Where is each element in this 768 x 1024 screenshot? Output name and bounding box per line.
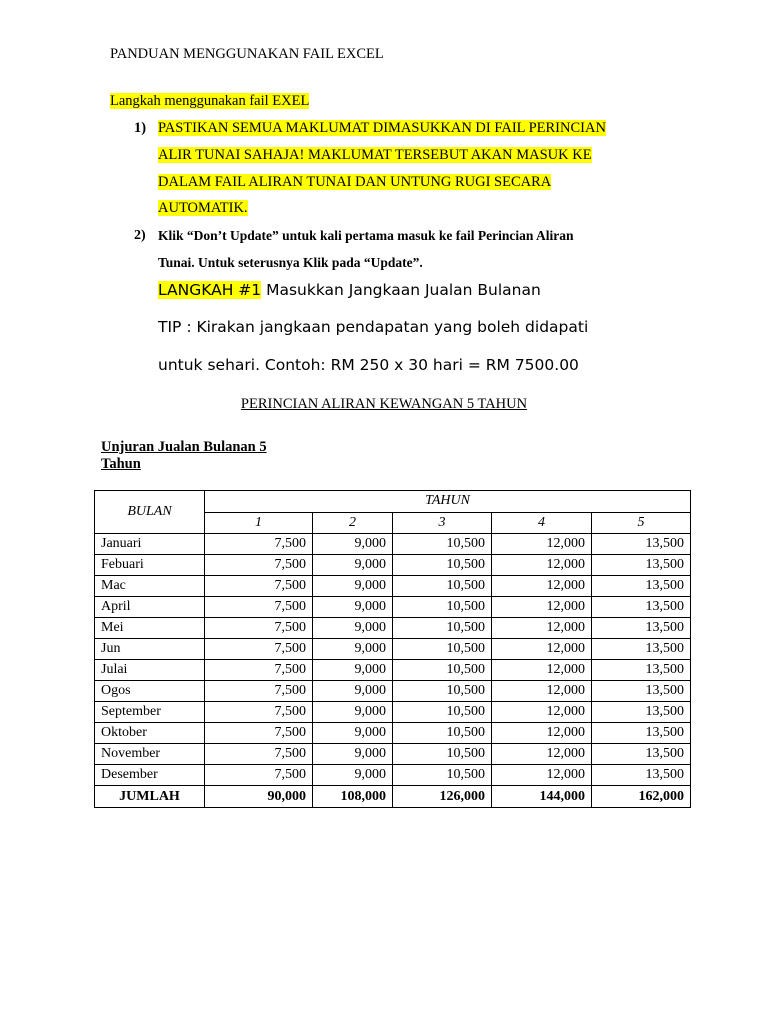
value-cell: 13,500 [592, 597, 691, 618]
value-cell: 13,500 [592, 723, 691, 744]
table-row [95, 639, 691, 660]
langkah-1-label: LANGKAH #1 [158, 281, 262, 299]
table-row [95, 597, 691, 618]
value-cell: 12,000 [492, 555, 592, 576]
month-cell: Oktober [95, 723, 205, 744]
value-cell: 7,500 [205, 597, 313, 618]
step-1-number: 1) [134, 120, 147, 136]
value-cell: 13,500 [592, 639, 691, 660]
value-cell: 12,000 [492, 744, 592, 765]
section-title: PERINCIAN ALIRAN KEWANGAN 5 TAHUN [240, 396, 528, 412]
table-row [95, 660, 691, 681]
table-title-line-2: Tahun [101, 456, 141, 472]
value-cell: 9,000 [313, 660, 393, 681]
value-cell: 13,500 [592, 555, 691, 576]
step-1-line-1 [158, 120, 606, 137]
value-cell: 9,000 [313, 534, 393, 555]
langkah-1 [158, 281, 541, 299]
value-cell: 10,500 [393, 576, 492, 597]
value-cell: 10,500 [393, 618, 492, 639]
total-cell: 108,000 [313, 786, 393, 808]
total-cell: 126,000 [393, 786, 492, 808]
step-1-line-3-text: DALAM FAIL ALIRAN TUNAI DAN UNTUNG RUGI SECARA [158, 174, 552, 190]
total-row [95, 786, 691, 808]
value-cell: 7,500 [205, 723, 313, 744]
value-cell: 10,500 [393, 660, 492, 681]
value-cell: 10,500 [393, 555, 492, 576]
value-cell: 12,000 [492, 660, 592, 681]
month-cell: Jun [95, 639, 205, 660]
value-cell: 7,500 [205, 681, 313, 702]
document-title: PANDUAN MENGGUNAKAN FAIL EXCEL [110, 46, 384, 62]
month-cell: Julai [95, 660, 205, 681]
step-2-line-2: Tunai. Untuk seterusnya Klik pada “Update”. [158, 255, 423, 270]
value-cell: 13,500 [592, 618, 691, 639]
value-cell: 9,000 [313, 765, 393, 786]
value-cell: 10,500 [393, 639, 492, 660]
step-1-line-2-text: ALIR TUNAI SAHAJA! MAKLUMAT TERSEBUT AKAN MASUK KE [158, 147, 592, 163]
steps-heading [110, 93, 309, 110]
value-cell: 9,000 [313, 744, 393, 765]
step-1-line-1-text: PASTIKAN SEMUA MAKLUMAT DIMASUKKAN DI FAIL PERINCIAN [158, 120, 606, 136]
value-cell: 9,000 [313, 618, 393, 639]
tip-line-1: TIP : Kirakan jangkaan pendapatan yang boleh didapati [158, 318, 589, 336]
value-cell: 10,500 [393, 597, 492, 618]
table-row [95, 534, 691, 555]
value-cell: 10,500 [393, 744, 492, 765]
value-cell: 10,500 [393, 765, 492, 786]
month-cell: November [95, 744, 205, 765]
total-cell: 90,000 [205, 786, 313, 808]
table-row [95, 555, 691, 576]
value-cell: 7,500 [205, 702, 313, 723]
value-cell: 13,500 [592, 576, 691, 597]
value-cell: 12,000 [492, 702, 592, 723]
value-cell: 7,500 [205, 576, 313, 597]
tip-line-2: untuk sehari. Contoh: RM 250 x 30 hari = RM 7500.00 [158, 356, 579, 374]
value-cell: 7,500 [205, 639, 313, 660]
value-cell: 10,500 [393, 534, 492, 555]
value-cell: 12,000 [492, 597, 592, 618]
year-header: 1 [205, 512, 313, 534]
value-cell: 13,500 [592, 765, 691, 786]
value-cell: 13,500 [592, 702, 691, 723]
month-cell: September [95, 702, 205, 723]
month-cell: Mei [95, 618, 205, 639]
month-cell: Febuari [95, 555, 205, 576]
year-header: 2 [313, 512, 393, 534]
value-cell: 7,500 [205, 765, 313, 786]
total-cell: 162,000 [592, 786, 691, 808]
value-cell: 13,500 [592, 534, 691, 555]
langkah-1-text: Masukkan Jangkaan Jualan Bulanan [261, 281, 541, 299]
value-cell: 10,500 [393, 723, 492, 744]
month-cell: Januari [95, 534, 205, 555]
step-2-line-1: Klik “Don’t Update” untuk kali pertama masuk ke fail Perincian Aliran [158, 228, 574, 243]
value-cell: 10,500 [393, 702, 492, 723]
tahun-header: TAHUN [205, 491, 691, 513]
year-header: 5 [592, 512, 691, 534]
month-cell: April [95, 597, 205, 618]
table-row [95, 681, 691, 702]
step-1-line-4 [158, 200, 248, 217]
month-cell: Ogos [95, 681, 205, 702]
table-row [95, 723, 691, 744]
value-cell: 12,000 [492, 681, 592, 702]
step-1-line-2 [158, 147, 592, 164]
month-cell: Mac [95, 576, 205, 597]
value-cell: 12,000 [492, 723, 592, 744]
value-cell: 9,000 [313, 576, 393, 597]
steps-heading-text: Langkah menggunakan fail EXEL [110, 93, 310, 109]
table-row [95, 744, 691, 765]
step-2-number: 2) [134, 228, 146, 243]
sales-projection-table [94, 490, 691, 808]
total-cell: 144,000 [492, 786, 592, 808]
year-header: 3 [393, 512, 492, 534]
value-cell: 10,500 [393, 681, 492, 702]
value-cell: 9,000 [313, 555, 393, 576]
value-cell: 7,500 [205, 618, 313, 639]
value-cell: 13,500 [592, 744, 691, 765]
step-1-line-4-text: AUTOMATIK. [158, 200, 248, 216]
value-cell: 12,000 [492, 765, 592, 786]
year-header: 4 [492, 512, 592, 534]
value-cell: 7,500 [205, 534, 313, 555]
value-cell: 7,500 [205, 744, 313, 765]
value-cell: 12,000 [492, 639, 592, 660]
table-row [95, 576, 691, 597]
month-cell: Desember [95, 765, 205, 786]
table-row [95, 765, 691, 786]
value-cell: 9,000 [313, 702, 393, 723]
table-header-row-1 [95, 491, 691, 513]
value-cell: 13,500 [592, 660, 691, 681]
value-cell: 9,000 [313, 723, 393, 744]
value-cell: 12,000 [492, 534, 592, 555]
table-row [95, 618, 691, 639]
bulan-header: BULAN [95, 491, 205, 534]
value-cell: 9,000 [313, 681, 393, 702]
value-cell: 13,500 [592, 681, 691, 702]
table-row [95, 702, 691, 723]
table-title-line-1: Unjuran Jualan Bulanan 5 [101, 439, 267, 455]
step-1-line-3 [158, 174, 551, 191]
value-cell: 9,000 [313, 597, 393, 618]
value-cell: 7,500 [205, 555, 313, 576]
value-cell: 12,000 [492, 618, 592, 639]
value-cell: 9,000 [313, 639, 393, 660]
value-cell: 12,000 [492, 576, 592, 597]
value-cell: 7,500 [205, 660, 313, 681]
total-label: JUMLAH [95, 786, 205, 808]
